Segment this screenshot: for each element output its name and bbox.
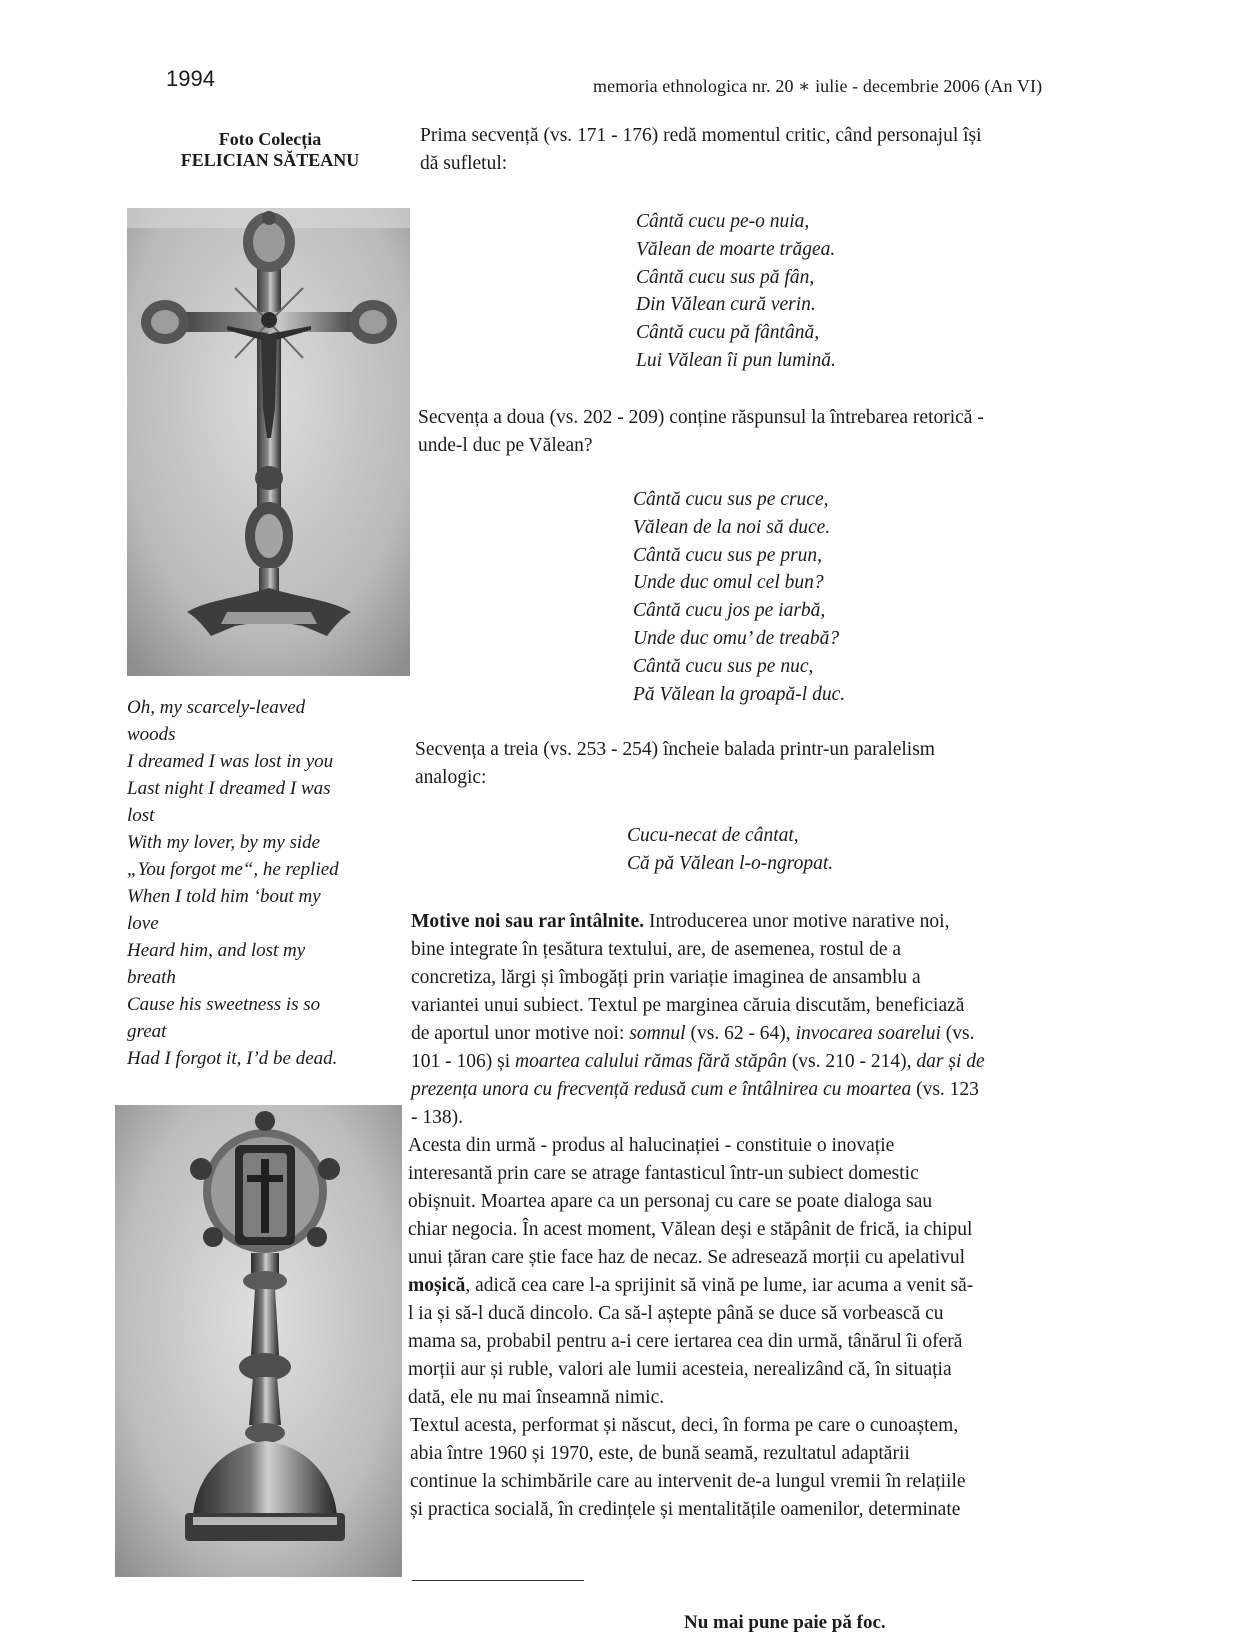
verse-line: Cântă cucu jos pe iarbă, <box>633 600 826 622</box>
paragraph-2 <box>418 404 984 460</box>
verse-line: Că pă Vălean l-o-ngropat. <box>627 852 834 874</box>
text-line <box>408 1272 973 1300</box>
paragraph-4 <box>411 908 985 1132</box>
text-span: Introducerea unor motive narative noi, <box>644 911 950 932</box>
verse-line: Cântă cucu sus pe cruce, <box>633 489 829 510</box>
text-line: bine integrate în țesătura textului, are, de asemenea, rostul de a <box>411 939 902 960</box>
verse-line: Vălean de la noi să duce. <box>633 516 831 538</box>
poem-line: Cause his sweetness is so <box>127 994 321 1015</box>
paragraph-1 <box>420 122 982 178</box>
footnote-separator <box>412 1580 584 1581</box>
poem-line: With my lover, by my side <box>127 832 321 853</box>
italic-term: prezența unora cu frecvență redusă cum e întâlnirea cu moartea <box>411 1079 912 1100</box>
text-span: 101 - 106) și <box>411 1051 515 1072</box>
poem-line: Oh, my scarcely-leaved <box>127 697 306 718</box>
poem-line: breath <box>127 967 176 988</box>
section-heading: Motive noi sau rar întâlnite. <box>411 911 645 932</box>
reliquary-icon <box>115 1105 402 1577</box>
italic-term: moartea calului rămas fără stăpân <box>515 1051 787 1072</box>
paragraph-5 <box>408 1132 973 1412</box>
bold-term: moșică <box>408 1275 466 1296</box>
photo-caption <box>150 129 390 171</box>
italic-term: invocarea soarelui <box>795 1023 941 1044</box>
verse-line: Din Vălean cură verin. <box>636 294 816 316</box>
poem-line: Had I forgot it, I’d be dead. <box>127 1048 338 1069</box>
verse-line: Unde duc omul cel bun? <box>633 572 824 594</box>
poem-line: great <box>127 1021 167 1042</box>
text-line: - 138). <box>411 1107 463 1128</box>
poem-line: lost <box>127 805 155 826</box>
text-line <box>411 908 985 936</box>
text-line: abia între 1960 și 1970, este, de bună seamă, rezultatul adaptării <box>410 1443 910 1464</box>
poem-line: Last night I dreamed I was <box>127 778 331 799</box>
verse-1 <box>636 208 836 375</box>
text-line: Textul acesta, performat și născut, deci, în forma pe care o cunoaștem, <box>410 1415 959 1436</box>
page-number: 1994 <box>166 66 215 91</box>
text-span: , adică cea care l-a sprijinit să vină pe lume, iar acuma a venit să- <box>465 1275 974 1296</box>
caption-line-1: Foto Colecția <box>218 129 322 149</box>
text-line: Acesta din urmă - produs al halucinației - constituie o inovație <box>408 1135 895 1156</box>
verse-line: Cucu-necat de cântat, <box>627 825 799 846</box>
text-line: dă sufletul: <box>420 153 508 174</box>
poem-line: When I told him ‘bout my <box>127 886 321 907</box>
text-line <box>411 1076 985 1104</box>
paragraph-6 <box>410 1412 966 1524</box>
italic-term: somnul <box>629 1023 686 1044</box>
verse-2 <box>633 486 845 708</box>
text-line: concretiza, lărgi și îmbogăți prin variație imaginea de ansamblu a <box>411 967 921 988</box>
verse-3 <box>627 822 833 878</box>
text-line <box>411 1020 985 1048</box>
text-line: variantei unui subiect. Textul pe marginea căruia discutăm, beneficiază <box>411 995 965 1016</box>
caption-line-2: FELICIAN SĂTEANU <box>180 150 360 170</box>
text-line: analogic: <box>415 767 487 788</box>
text-line: dată, ele nu mai înseamnă nimic. <box>408 1387 665 1408</box>
text-span: (vs. 123 <box>911 1079 979 1100</box>
text-span: de aportul unor motive noi: <box>411 1023 630 1044</box>
poem-line: I dreamed I was lost in you <box>127 751 334 772</box>
footnote: Nu mai pune paie pă foc. <box>684 1612 886 1633</box>
verse-line: Unde duc omu’ de treabă? <box>633 627 840 649</box>
text-line: chiar negocia. În acest moment, Vălean deși e stăpânit de frică, ia chipul <box>408 1219 973 1240</box>
photo-crucifix-reliquary <box>115 1105 402 1577</box>
poem-line: „You forgot me“, he replied <box>127 859 339 880</box>
photo-crucifix-ornate <box>127 208 410 676</box>
text-line: Prima secvență (vs. 171 - 176) redă momentul critic, când personajul își <box>420 125 982 146</box>
italic-term: dar și de <box>916 1051 985 1072</box>
text-line: Secvența a doua (vs. 202 - 209) conține răspunsul la întrebarea retorică - <box>418 407 984 428</box>
text-line: mama sa, probabil pentru a-i cere iertarea cea din urmă, tânărul îi oferă <box>408 1331 963 1352</box>
running-head: memoria ethnologica nr. 20 ∗ iulie - decembrie 2006 (An VI) <box>593 76 1043 96</box>
text-line: morții aur și ruble, valori ale lumii acesteia, nerealizând că, în situația <box>408 1359 952 1380</box>
poem-line: Heard him, and lost my <box>127 940 306 961</box>
verse-line: Vălean de moarte trăgea. <box>636 238 836 260</box>
verse-line: Cântă cucu sus pe nuc, <box>633 655 814 677</box>
text-line: l ia și să-l ducă dincolo. Ca să-l aștepte până se duce să vorbească cu <box>408 1303 944 1324</box>
text-line <box>411 1048 985 1076</box>
text-span: (vs. 62 - 64), <box>685 1023 796 1044</box>
text-line: continue la schimbările care au intervenit de-a lungul vremii în relațiile <box>410 1471 966 1492</box>
english-poem <box>127 694 397 1072</box>
verse-line: Pă Vălean la groapă-l duc. <box>633 683 846 705</box>
text-span: (vs. 210 - 214), <box>786 1051 917 1072</box>
poem-line: woods <box>127 724 176 745</box>
poem-line: love <box>127 913 159 934</box>
verse-line: Cântă cucu sus pe prun, <box>633 544 823 566</box>
text-line: și practica socială, în credințele și mentalitățile oamenilor, determinate <box>410 1499 961 1520</box>
verse-line: Cântă cucu sus pă fân, <box>636 266 815 288</box>
verse-line: Cântă cucu pă fântână, <box>636 322 820 344</box>
paragraph-3 <box>415 736 935 792</box>
text-line: unui țăran care știe face haz de necaz. Se adresează morții cu apelativul <box>408 1247 966 1268</box>
text-line: Secvența a treia (vs. 253 - 254) încheie balada printr-un paralelism <box>415 739 935 760</box>
verse-line: Lui Vălean îi pun lumină. <box>636 349 836 371</box>
verse-line: Cântă cucu pe-o nuia, <box>636 211 810 232</box>
text-span: (vs. <box>940 1023 975 1044</box>
text-line: obișnuit. Moartea apare ca un personaj cu care se poate dialoga sau <box>408 1191 933 1212</box>
text-line: unde-l duc pe Vălean? <box>418 435 593 456</box>
crucifix-icon <box>127 208 410 676</box>
text-line: interesantă prin care se atrage fantasticul într-un subiect domestic <box>408 1163 919 1184</box>
